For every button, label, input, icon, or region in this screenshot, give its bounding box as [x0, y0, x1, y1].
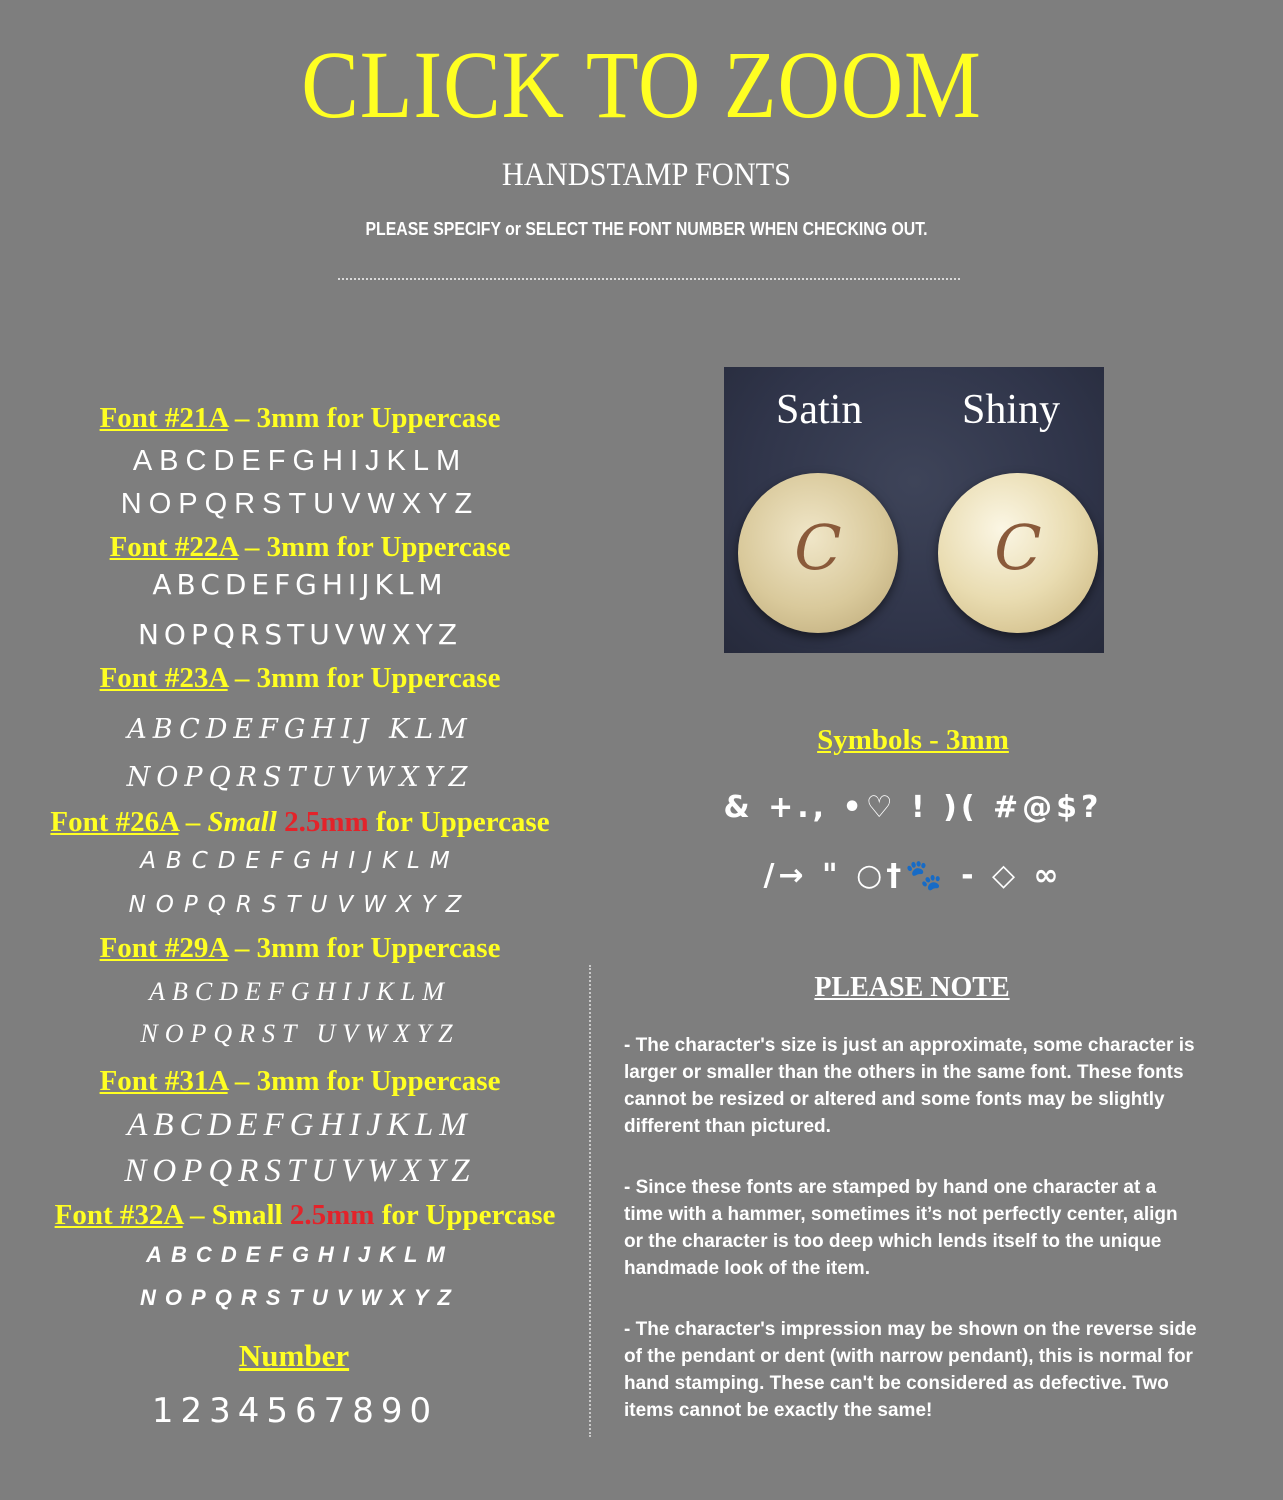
- font-22a-size: 3mm: [266, 531, 330, 563]
- font-21a-dash: –: [227, 402, 257, 434]
- page-subtitle: HANDSTAMP FONTS: [501, 157, 792, 193]
- satin-disc: [738, 473, 898, 633]
- font-22a-heading: [30, 529, 590, 565]
- vertical-dotted-divider: [589, 965, 591, 1437]
- font-26a-size: 2.5mm: [284, 806, 369, 838]
- font-29a-dash: –: [227, 932, 257, 964]
- font-29a-row-2: NOPQRST UVWXYZ: [140, 1019, 460, 1048]
- font-32a-name: Font #32A: [54, 1199, 183, 1231]
- font-32a-size: 2.5mm: [289, 1199, 375, 1231]
- font-21a-heading: [20, 400, 580, 436]
- shiny-label: Shiny: [962, 387, 1061, 433]
- checkout-instruction: PLEASE SPECIFY or SELECT THE FONT NUMBER WHEN CHECKING OUT.: [365, 219, 928, 239]
- note-heading: PLEASE NOTE: [814, 972, 1010, 1003]
- symbols-row-2: /→ " ○†🐾 - ◇ ∞: [763, 858, 1063, 893]
- font-23a-row-2: NOPQRSTUVWXYZ: [126, 762, 474, 793]
- font-22a-suffix: for Uppercase: [329, 531, 511, 563]
- font-29a-size: 3mm: [256, 932, 320, 964]
- font-23a-suffix: for Uppercase: [319, 662, 501, 694]
- font-26a-suffix: for Uppercase: [368, 806, 550, 838]
- font-32a-small: Small: [211, 1199, 283, 1231]
- font-32a-suffix: for Uppercase: [374, 1199, 556, 1231]
- font-32a-dash: –: [182, 1199, 212, 1231]
- page-title[interactable]: CLICK TO ZOOM: [301, 31, 982, 138]
- font-32a-row-1: ABCDEFGHIJKLM: [146, 1242, 454, 1267]
- font-29a-row-1: ABCDEFGHIJKLM: [149, 977, 451, 1006]
- top-dotted-divider: [338, 278, 960, 280]
- font-22a-name: Font #22A: [109, 531, 238, 563]
- note-paragraph-1: - The character's size is just an approximate, some character is larger or smaller than the others in the same font. These fonts cannot be resized or altered and some fonts may be slightly different than pictured.: [624, 1035, 1195, 1137]
- font-21a-suffix: for Uppercase: [319, 402, 501, 434]
- number-row: 1234567890: [151, 1391, 439, 1431]
- font-31a-dash: –: [227, 1065, 257, 1097]
- font-22a-dash: –: [237, 531, 267, 563]
- font-23a-heading: [20, 660, 580, 696]
- font-31a-row-1: ABCDEFGHIJKLM: [127, 1107, 473, 1143]
- font-26a-small: Small: [207, 806, 277, 838]
- font-32a-heading: [25, 1197, 585, 1233]
- satin-label: Satin: [776, 387, 863, 433]
- font-31a-size: 3mm: [256, 1065, 320, 1097]
- font-21a-name: Font #21A: [99, 402, 228, 434]
- font-26a-name: Font #26A: [50, 806, 179, 838]
- font-23a-name: Font #23A: [99, 662, 228, 694]
- font-26a-row-2: NOPQRSTUVWXYZ: [128, 892, 472, 918]
- font-31a-suffix: for Uppercase: [319, 1065, 501, 1097]
- font-23a-size: 3mm: [256, 662, 320, 694]
- font-26a-row-1: ABCDEFGHIJKLM: [140, 848, 460, 874]
- shiny-disc: [938, 473, 1098, 633]
- font-22a-row-1: ABCDEFGHIJKLM: [152, 568, 448, 601]
- font-31a-name: Font #31A: [99, 1065, 228, 1097]
- number-heading: Number: [238, 1338, 350, 1373]
- font-29a-name: Font #29A: [99, 932, 228, 964]
- font-21a-row-1: ABCDEFGHIJKLM: [132, 445, 468, 477]
- font-21a-row-2: NOPQRSTUVWXYZ: [120, 488, 480, 520]
- note-paragraph-2: - Since these fonts are stamped by hand one character at a time with a hammer, sometimes it’s not perfectly center, align or the character is too deep which lends itself to the unique handmade look of the item.: [624, 1177, 1178, 1279]
- note-paragraph-3: - The character's impression may be shown on the reverse side of the pendant or dent (with narrow pendant), this is normal for hand stamping. These can't be considered as defective. Two items cannot be exactly the same!: [624, 1319, 1197, 1421]
- font-21a-size: 3mm: [256, 402, 320, 434]
- font-32a-row-2: NOPQRSTUVWXYZ: [140, 1285, 460, 1310]
- font-22a-row-2: NOPQRSTUVWXYZ: [137, 618, 463, 651]
- font-31a-heading: [20, 1063, 580, 1099]
- font-31a-row-2: NOPQRSTUVWXYZ: [124, 1153, 476, 1189]
- font-26a-dash: –: [178, 806, 208, 838]
- font-26a-heading: [20, 804, 580, 840]
- font-29a-suffix: for Uppercase: [319, 932, 501, 964]
- font-29a-heading: [20, 930, 580, 966]
- font-23a-row-1: ABCDEFGHIJ KLM: [127, 714, 473, 745]
- symbols-heading: Symbols - 3mm: [817, 724, 1009, 756]
- font-23a-dash: –: [227, 662, 257, 694]
- symbols-row-1: & +., •♡ ! )( #@$?: [723, 790, 1103, 825]
- shiny-disc-letter: C: [994, 511, 1042, 584]
- satin-disc-letter: C: [794, 511, 842, 584]
- finish-comparison-photo: [724, 367, 1104, 653]
